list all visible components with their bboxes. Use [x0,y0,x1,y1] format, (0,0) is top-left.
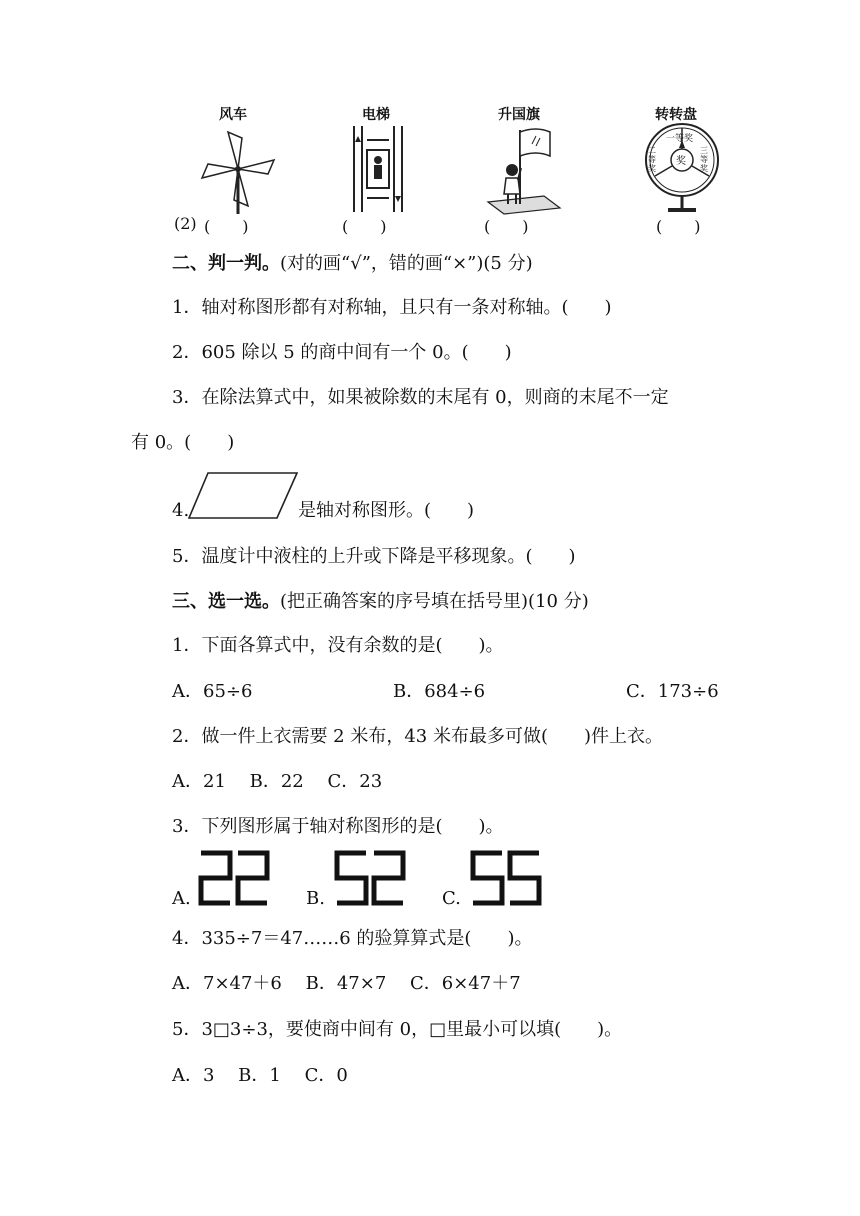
judge-q5: 5．温度计中液柱的上升或下降是平移现象。( ) [172,546,576,567]
wheel-label-third: 三等奖 [700,146,708,173]
caption-spinner: 转转盘 [655,107,697,123]
choice-q3-label-c: C. [442,888,461,909]
caption-pinwheel: 风车 [219,107,247,123]
section3-note: (把正确答案的序号填在括号里)(10 分) [280,591,589,612]
figure-22 [198,850,270,906]
section2-heading: 二、判一判。 [172,253,280,274]
caption-elevator: 电梯 [362,107,390,123]
judge-q4-number: 4. [172,500,190,521]
answer-blank-pinwheel[interactable]: ( ) [204,217,249,236]
judge-q4-text: 是轴对称图形。( ) [298,500,475,521]
choice-q1-option-a: A．65÷6 [172,681,253,702]
answer-blank-spinner[interactable]: ( ) [656,217,701,236]
flag-raising-icon [484,124,564,214]
choice-q5-options: A．3 B．1 C．0 [172,1065,348,1086]
judge-q1: 1．轴对称图形都有对称轴，且只有一条对称轴。( ) [172,297,612,318]
elevator-icon [350,126,406,212]
wheel-label-first: 一等奖 [666,134,694,144]
judge-q2: 2．605 除以 5 的商中间有一个 0。( ) [172,342,512,363]
choice-q2-options: A．21 B．22 C．23 [172,771,383,792]
choice-q5: 5．3□3÷3，要使商中间有 0，□里最小可以填( )。 [172,1019,623,1040]
wheel-label-center: 奖 [676,156,686,167]
choice-q4-options: A．7×47＋6 B．47×7 C．6×47＋7 [172,973,521,994]
section3-header [172,590,589,614]
choice-q1-option-b: B．684÷6 [393,681,486,702]
wheel-label-second: 二等奖 [648,146,656,173]
judge-q3-line2: 有 0。( ) [131,432,235,453]
section3-heading: 三、选一选。 [172,591,280,612]
answer-blank-flag[interactable]: ( ) [484,217,529,236]
choice-q3: 3．下列图形属于轴对称图形的是( )。 [172,816,504,837]
figure-55 [470,850,542,906]
section2-header [172,252,533,276]
choice-q2: 2．做一件上衣需要 2 米布，43 米布最多可做( )件上衣。 [172,726,664,747]
choice-q3-label-b: B. [306,888,325,909]
choice-q1-option-c: C．173÷6 [626,681,719,702]
judge-q3-line1: 3．在除法算式中，如果被除数的末尾有 0，则商的末尾不一定 [172,387,669,408]
figure-52 [334,850,406,906]
section2-note: (对的画“√”，错的画“×”)(5 分) [280,253,533,274]
item-number: (2) [174,214,197,233]
choice-q1: 1．下面各算式中，没有余数的是( )。 [172,635,504,656]
choice-q4: 4．335÷7＝47……6 的验算算式是( )。 [172,928,533,949]
caption-flag-raising: 升国旗 [498,107,540,123]
parallelogram-figure [188,472,300,520]
pinwheel-icon [198,124,278,214]
choice-q3-label-a: A. [172,888,191,909]
answer-blank-elevator[interactable]: ( ) [342,217,387,236]
